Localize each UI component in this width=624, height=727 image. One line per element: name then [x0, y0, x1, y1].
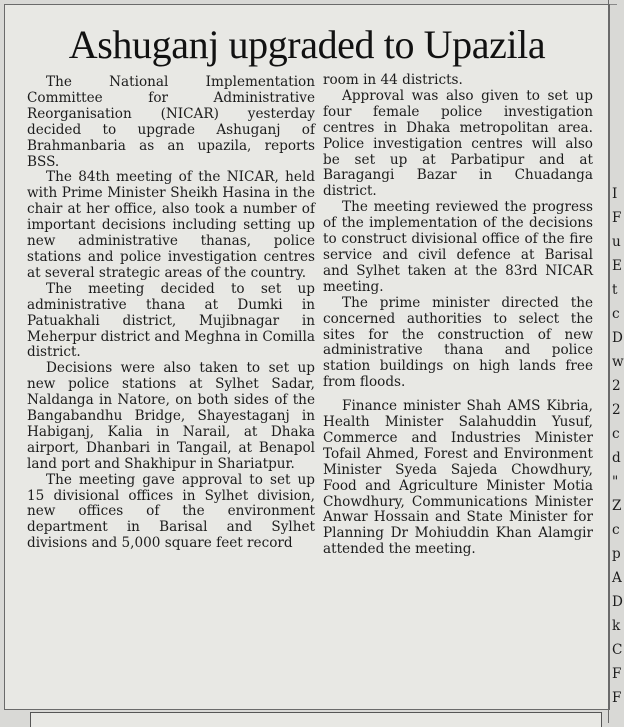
fragment-char: I [612, 186, 618, 202]
headline: Ashuganj upgraded to Upazila [68, 22, 546, 67]
fragment-char: c [612, 522, 620, 538]
right-column [323, 73, 593, 558]
next-article-box [30, 712, 602, 727]
fragment-char: d [612, 450, 621, 466]
paragraph: The 84th meeting of the NICAR, held with Prime Minister Sheikh Hasina in the chair at her office, also took a number of important decisions including setting up new administrative thanas, police stations and police investigation centres at several strategic areas of the country. [27, 169, 315, 281]
fragment-char: F [612, 210, 622, 226]
fragment-char: A [612, 570, 622, 586]
fragment-char: 2 [612, 378, 621, 394]
fragment-char: D [612, 330, 623, 346]
fragment-char: Z [612, 498, 622, 514]
paragraph: room in 44 districts. [323, 72, 463, 88]
fragment-char: c [612, 306, 620, 322]
paragraph: The meeting decided to set up administrative thana at Dumki in Patuakhali district, Mujibnagar in Meherpur district and Meghna in Comilla district. [27, 280, 315, 361]
paragraph: Decisions were also taken to set up new police stations at Sylhet Sadar, Naldanga in Natore, on both sides of the Bangabandhu Bridge, Shayestaganj in Habiganj, Kalia in Narail, at Dhaka airport, Dhanbari in Tangail, at Benapol land port and Shakhipur in Shariatpur. [27, 360, 315, 472]
newspaper-clipping [4, 4, 610, 710]
fragment-char: D [612, 594, 623, 610]
fragment-char: C [612, 642, 623, 658]
adjacent-column-fragment [612, 182, 624, 710]
fragment-char: E [612, 258, 622, 274]
paragraph: Approval was also given to set up four female police investigation centres in Dhaka metropolitan area. Police investigation centres will also be set up at Parbatipur and at Baragangi Bazar in Chuadanga district. [323, 87, 593, 200]
fragment-char: u [612, 234, 621, 250]
paragraph: Finance minister Shah AMS Kibria, Health Minister Salahuddin Yusuf, Commerce and Industries Minister Tofail Ahmed, Forest and Environment Minister Syeda Sajeda Chowdhury, Food and Agriculture Minister Motia Chowdhury, Communications Minister Anwar Hossain and State Minister for Planning Dr Mohiuddin Khan Alamgir attended the meeting. [323, 398, 593, 558]
fragment-char: p [612, 546, 621, 562]
fragment-char: " [612, 474, 619, 490]
left-column [27, 75, 315, 552]
fragment-char: k [612, 618, 621, 634]
paragraph: The meeting reviewed the progress of the implementation of the decisions to construct divisional office of the fire service and civil defence at Barisal and Sylhet taken at the 83rd NICAR meeting. [323, 199, 593, 295]
fragment-char: 2 [612, 402, 621, 418]
fragment-char: F [612, 666, 622, 682]
paragraph: The meeting gave approval to set up 15 divisional offices in Sylhet division, new offices of the environment department in Barisal and Sylhet divisions and 5,000 square feet record [27, 471, 315, 552]
fragment-char: t [612, 282, 618, 298]
fragment-char: w [612, 354, 624, 370]
fragment-char: F [612, 690, 622, 706]
paragraph: The prime minister directed the concerned authorities to select the sites for the construction of new administrative thana and police station buildings on high lands free from floods. [323, 294, 593, 391]
column-divider [608, 0, 609, 723]
fragment-char: c [612, 426, 620, 442]
paragraph: The National Implementation Committee for Administrative Reorganisation (NICAR) yesterday decided to upgrade Ashuganj of Brahmanbaria as an upazila, reports BSS. [27, 74, 315, 170]
